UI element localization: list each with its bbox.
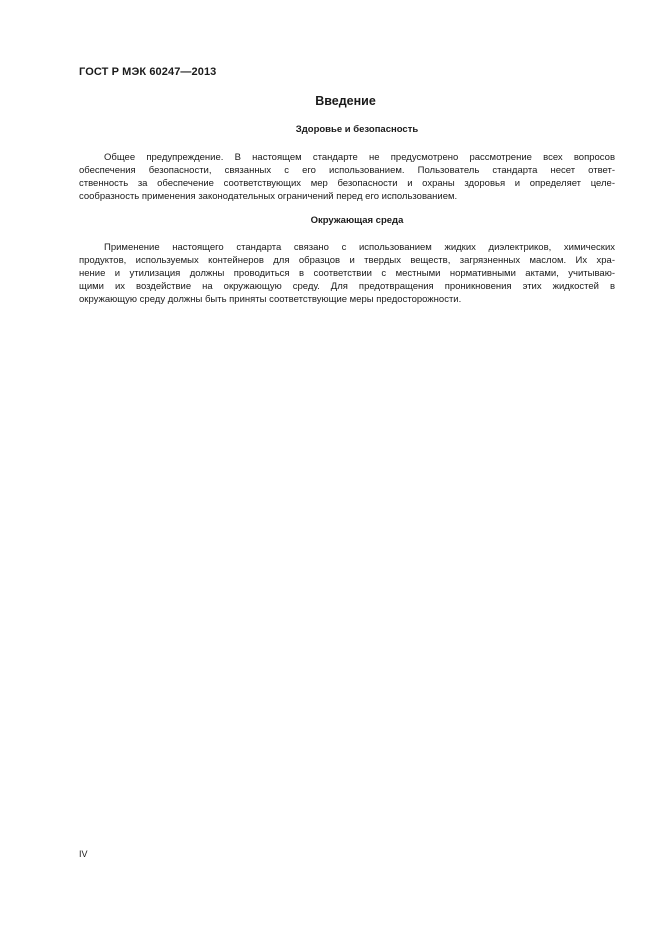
page-number: IV [79,849,88,859]
document-code: ГОСТ Р МЭК 60247—2013 [79,66,217,78]
section-heading-environment: Окружающая среда [310,215,404,226]
section-paragraph-environment [79,241,615,306]
paragraph-line: нение и утилизация должны проводиться в соответствии с местными нормативными актами, учитываю- [79,268,615,279]
paragraph-line: ственность за обеспечение соответствующих мер безопасности и охраны здоровья и определяет целе- [79,178,615,189]
section-heading-health-safety: Здоровье и безопасность [295,124,419,135]
section-paragraph-health-safety [79,151,615,203]
paragraph-line: щими их воздействие на окружающую среду. Для предотвращения проникновения этих жидкостей в [79,281,615,292]
paragraph-line: Общее предупреждение. В настоящем стандарте не предусмотрено рассмотрение всех вопросов [104,152,615,163]
paragraph-line: Применение настоящего стандарта связано с использованием жидких диэлектриков, химических [104,242,615,253]
paragraph-line: продуктов, используемых контейнеров для образцов и твердых веществ, загрязненных маслом. Их хра- [79,255,615,266]
paragraph-line: окружающую среду должны быть приняты соответствующие меры предосторожности. [79,294,462,305]
paragraph-line: обеспечения безопасности, связанных с его использованием. Пользователь стандарта несет ответ- [79,165,615,176]
paragraph-line: сообразность применения законодательных ограничений перед его использованием. [79,191,458,202]
page-title: Введение [315,94,376,108]
